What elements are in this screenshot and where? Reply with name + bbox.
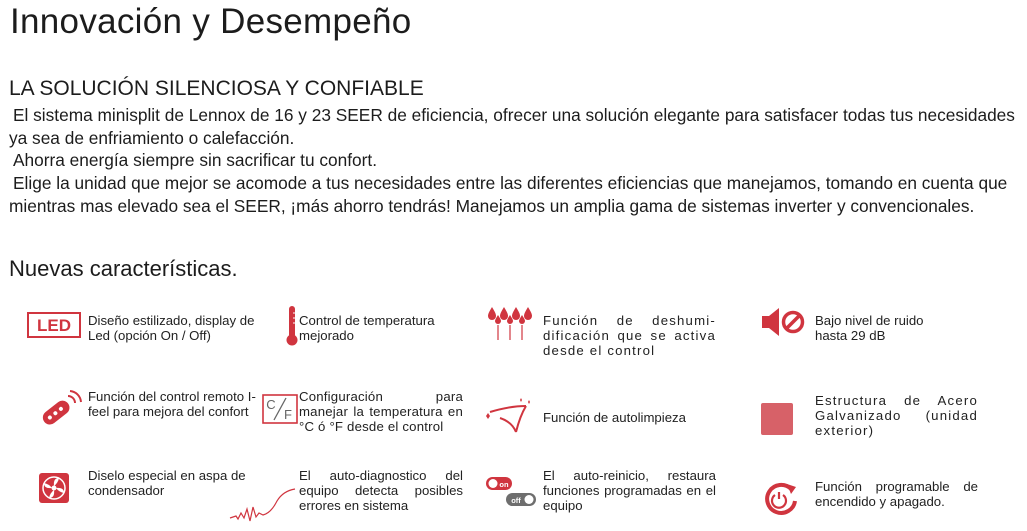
intro-paragraph: Ahorra energía siempre sin sacrificar tu confort.: [13, 150, 378, 171]
intro-paragraph: El sistema minisplit de Lennox de 16 y 23 SEER de eficiencia, ofrecer una solución elegante para satisfacer todas tus necesidades ya sea de enfriamiento o calefacción.: [9, 105, 1015, 148]
feature-label: Estructura de Acero Galvanizado (unidad exterior): [815, 393, 978, 438]
feature-label: Diselo especial en aspa de condensador: [88, 468, 246, 498]
on-off-switch-icon: [484, 475, 540, 509]
feature-label: Función de deshumi-dificación que se activa desde el control: [543, 313, 716, 358]
feature-label: El auto-diagnostico del equipo detecta posibles errores en sistema: [299, 468, 463, 513]
feature-label: El auto-reinicio, restaura funciones programadas en el equipo: [543, 468, 716, 513]
celsius-fahrenheit-icon: [262, 394, 298, 424]
svg-text:F: F: [284, 407, 292, 422]
self-cleaning-icon: [480, 398, 536, 434]
power-timer-icon: [761, 481, 801, 517]
thermometer-icon: [286, 305, 298, 347]
feature-label: Función de autolimpieza: [543, 410, 686, 425]
feature-label: Bajo nivel de ruido hasta 29 dB: [815, 313, 924, 343]
svg-text:C: C: [266, 397, 276, 412]
svg-text:off: off: [511, 496, 521, 505]
led-icon: [27, 312, 81, 338]
mute-speaker-icon: [761, 307, 805, 337]
svg-text:LED: LED: [37, 316, 71, 335]
intro-text: [9, 104, 1024, 218]
feature-label: Función del control remoto I-feel para mejora del confort: [88, 389, 256, 419]
page-title: Innovación y Desempeño: [10, 2, 412, 41]
fan-blade-icon: [38, 472, 70, 504]
features-heading: Nuevas características.: [9, 256, 238, 281]
diagnostic-signal-icon: [228, 480, 298, 526]
feature-label: Función programable de encendido y apagado.: [815, 479, 978, 509]
water-drops-icon: [486, 305, 538, 341]
feature-label: Control de temperatura mejorado: [299, 313, 435, 343]
remote-control-icon: [36, 390, 82, 432]
intro-paragraph: Elige la unidad que mejor se acomode a tus necesidades entre las diferentes eficiencias que manejamos, tomando en cuenta que mientras mas elevado sea el SEER, ¡más ahorro tendrás! Manejamos un amplia gama de sistemas inverter y convencionales.: [9, 173, 1008, 216]
steel-structure-icon: [761, 403, 793, 435]
svg-text:on: on: [499, 480, 509, 489]
feature-label: Configuración para manejar la temperatura en °C ó °F desde el control: [299, 389, 463, 434]
feature-label: Diseño estilizado, display de Led (opción On / Off): [88, 313, 255, 343]
section-subtitle: LA SOLUCIÓN SILENCIOSA Y CONFIABLE: [9, 77, 424, 100]
